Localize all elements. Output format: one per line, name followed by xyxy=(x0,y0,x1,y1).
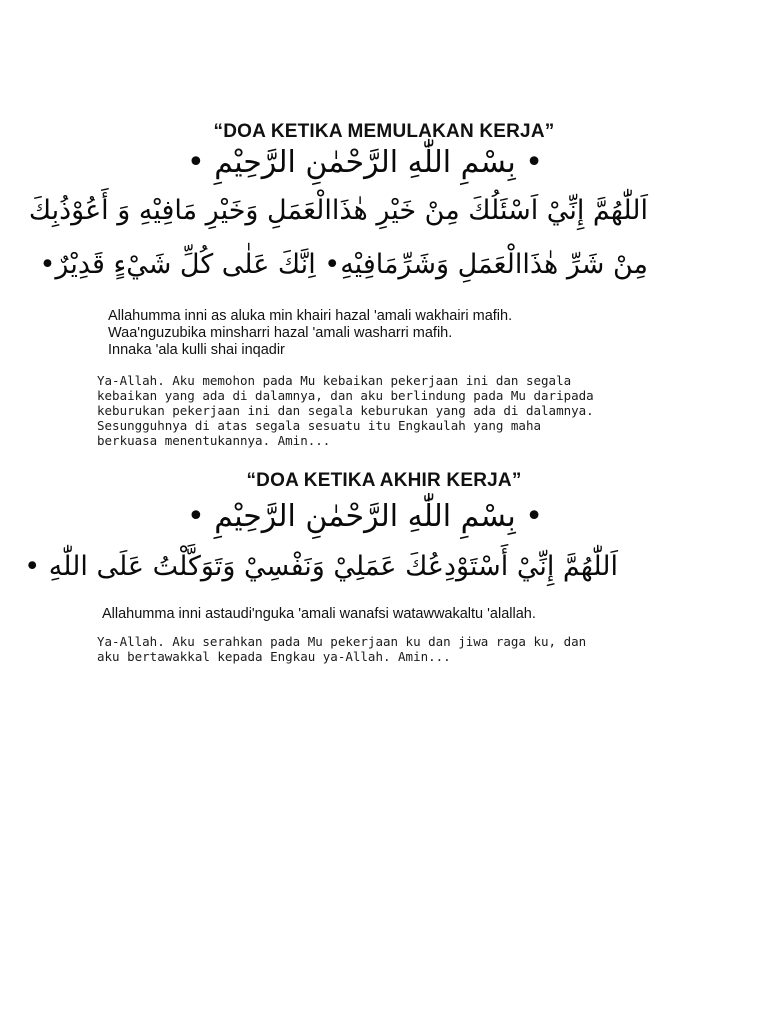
section2-arabic-line-1: اَللّٰهُمَّ إِنِّيْ أَسْتَوْدِعُكَ عَمَلِيْ وَنَفْسِيْ وَتَوَكَّلْتُ عَلَى اللّٰهِ • xyxy=(24,551,618,582)
translit-line: Innaka 'ala kulli shai inqadir xyxy=(108,342,285,358)
meaning-line: Ya-Allah. Aku memohon pada Mu kebaikan pekerjaan ini dan segala xyxy=(97,373,572,388)
meaning-line: keburukan pekerjaan ini dan segala keburukan yang ada di dalamnya. xyxy=(97,403,594,418)
section1-arabic-line-1: اَللّٰهُمَّ إِنِّيْ اَسْئَلُكَ مِنْ خَيْرِ هٰذَاالْعَمَلِ وَخَيْرِ مَافِيْهِ وَ أَعُوْذُبِكَ xyxy=(28,195,648,226)
meaning-line: berkuasa menentukannya. Amin... xyxy=(97,433,331,448)
meaning-line: aku bertawakkal kepada Engkau ya-Allah. Amin... xyxy=(97,649,451,664)
translit-line: Allahumma inni astaudi'nguka 'amali wanafsi watawwakaltu 'alallah. xyxy=(102,606,536,622)
section1-meaning xyxy=(97,373,594,448)
section1-basmalah: • بِسْمِ اللّٰهِ الرَّحْمٰنِ الرَّحِيْمِ • xyxy=(187,145,543,180)
section2-transliteration xyxy=(102,606,536,623)
section1-title: “DOA KETIKA MEMULAKAN KERJA” xyxy=(213,121,555,142)
meaning-line: Ya-Allah. Aku serahkan pada Mu pekerjaan ku dan jiwa raga ku, dan xyxy=(97,634,587,649)
section2-meaning xyxy=(97,634,586,664)
section2-basmalah: • بِسْمِ اللّٰهِ الرَّحْمٰنِ الرَّحِيْمِ • xyxy=(187,499,543,534)
translit-line: Allahumma inni as aluka min khairi hazal 'amali wakhairi mafih. xyxy=(108,308,513,324)
meaning-line: Sesungguhnya di atas segala sesuatu itu Engkaulah yang maha xyxy=(97,418,542,433)
meaning-line: kebaikan yang ada di dalamnya, dan aku berlindung pada Mu daripada xyxy=(97,388,594,403)
section2-title: “DOA KETIKA AKHIR KERJA” xyxy=(246,470,522,491)
section1-arabic-line-2: مِنْ شَرِّ هٰذَاالْعَمَلِ وَشَرِّمَافِيْهِ• اِنَّكَ عَلٰى كُلِّ شَيْءٍ قَدِيْرٌ• xyxy=(39,249,648,280)
translit-line: Waa'nguzubika minsharri hazal 'amali washarri mafih. xyxy=(108,325,453,341)
section1-transliteration xyxy=(108,308,512,359)
